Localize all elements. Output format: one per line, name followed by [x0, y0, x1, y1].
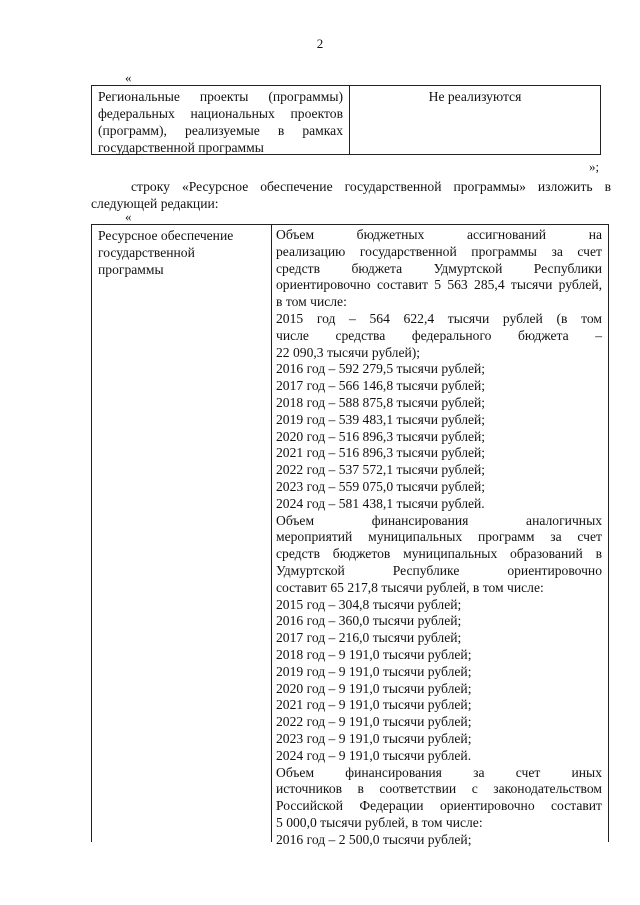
- table1-label-line: федеральных национальных проектов: [98, 106, 343, 121]
- table2-value-line: 2015 год – 304,8 тысячи рублей;: [276, 596, 462, 612]
- table2-value-line: 2017 год – 566 146,8 тысячи рублей;: [276, 378, 486, 394]
- table2-value-line: 2021 год – 516 896,3 тысячи рублей;: [276, 445, 486, 461]
- table2-value-line: средств бюджета Удмуртской Республики: [276, 260, 602, 276]
- table1-label-line: (программ), реализуемые в рамках: [98, 123, 343, 138]
- table2-label-line: государственной: [98, 245, 195, 260]
- table2-value-line: Удмуртской Республике ориентировочно: [276, 562, 602, 578]
- table2-value-line: 2021 год – 9 191,0 тысячи рублей;: [276, 697, 472, 713]
- table2-value-line: 2020 год – 9 191,0 тысячи рублей;: [276, 680, 472, 696]
- table2-value-line: ориентировочно составит 5 563 285,4 тысячи рублей,: [276, 277, 602, 293]
- page-number: 2: [316, 36, 324, 51]
- table2-value-line: 2024 год – 581 438,1 тысячи рублей.: [276, 495, 485, 511]
- table1-label-cell: [92, 86, 350, 154]
- table2-value-line: 2020 год – 516 896,3 тысячи рублей;: [276, 428, 486, 444]
- table2-value-line: в том числе:: [276, 294, 347, 310]
- closing-quote: »;: [589, 159, 600, 174]
- instruction-line-1: строку «Ресурсное обеспечение государственной программы» изложить в: [131, 179, 611, 194]
- table2-value-line: 2018 год – 9 191,0 тысячи рублей;: [276, 646, 472, 662]
- table2-value-line: 2022 год – 9 191,0 тысячи рублей;: [276, 714, 472, 730]
- table2-value-line: Объем бюджетных ассигнований на: [276, 227, 602, 242]
- instruction-paragraph: [91, 178, 611, 212]
- table2-value-line: 2019 год – 9 191,0 тысячи рублей;: [276, 663, 472, 679]
- table2-label-line: Ресурсное обеспечение: [98, 228, 234, 243]
- table2-value-line: 2015 год – 564 622,4 тысячи рублей (в том: [276, 310, 602, 326]
- table2-value-line: 2023 год – 9 191,0 тысячи рублей;: [276, 730, 472, 746]
- table2-value-line: мероприятий муниципальных программ за счет: [276, 529, 602, 545]
- table2-value-line: источников в соответствии с законодательством: [276, 781, 602, 797]
- table2-value-line: 2019 год – 539 483,1 тысячи рублей;: [276, 411, 486, 427]
- table2-value-line: 5 000,0 тысячи рублей, в том числе:: [276, 814, 483, 830]
- table2-value-line: Объем финансирования за счет иных: [276, 764, 602, 780]
- table2-value-line: 2018 год – 588 875,8 тысячи рублей;: [276, 394, 486, 410]
- table1-label-line: государственной программы: [98, 140, 264, 155]
- table2-value-line: 2016 год – 2 500,0 тысячи рублей;: [276, 831, 472, 847]
- table2-value-line: 2024 год – 9 191,0 тысячи рублей.: [276, 747, 472, 763]
- table-regional-projects: [91, 85, 601, 155]
- table2-value-cell: [272, 225, 608, 847]
- opening-quote-2: «: [125, 209, 132, 224]
- table-resource-provision: [91, 224, 609, 847]
- table2-value-line: 2017 год – 216,0 тысячи рублей;: [276, 630, 462, 646]
- table2-value-line: Российской Федерации ориентировочно составит: [276, 798, 602, 814]
- table2-value-line: составит 65 217,8 тысячи рублей, в том числе:: [276, 579, 544, 595]
- table2-value-line: реализацию государственной программы за счет: [276, 243, 602, 259]
- instruction-line-2: следующей редакции:: [91, 196, 219, 211]
- opening-quote-1: «: [125, 70, 132, 85]
- table1-label-line: Региональные проекты (программы): [98, 89, 343, 104]
- table2-value-line: 22 090,3 тысячи рублей);: [276, 344, 421, 360]
- table2-label-line: программы: [98, 262, 164, 277]
- table1-value-cell: Не реализуются: [428, 89, 522, 104]
- table2-label-cell: [92, 225, 272, 842]
- table2-value-line: 2016 год – 592 279,5 тысячи рублей;: [276, 361, 486, 377]
- table2-value-line: 2022 год – 537 572,1 тысячи рублей;: [276, 462, 486, 478]
- table2-value-line: 2016 год – 360,0 тысячи рублей;: [276, 613, 462, 629]
- table2-value-line: Объем финансирования аналогичных: [276, 512, 602, 528]
- table2-value-line: числе средства федерального бюджета –: [276, 327, 602, 343]
- table2-value-line: средств бюджетов муниципальных образований в: [276, 546, 602, 562]
- table2-value-line: 2023 год – 559 075,0 тысячи рублей;: [276, 478, 486, 494]
